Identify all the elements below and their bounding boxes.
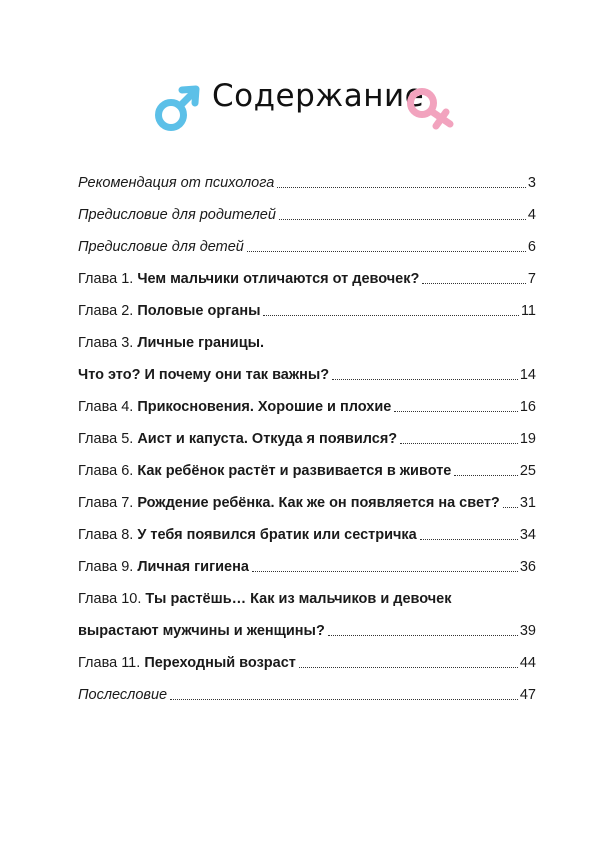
toc-entry-text: [78, 494, 500, 512]
dot-leader: [400, 443, 518, 444]
toc-chapter-label: Глава 5.: [78, 431, 138, 447]
toc-entry-text: [78, 270, 419, 288]
toc-entry-title: Ты растёшь… Как из мальчиков и девочек: [145, 591, 452, 607]
toc-entry-title: Рекомендация от психолога: [78, 175, 275, 191]
toc-entry-text: [78, 430, 397, 448]
toc-entry[interactable]: [78, 232, 536, 256]
toc-page-number: 3: [527, 175, 536, 191]
toc-chapter-label: Глава 10.: [78, 591, 146, 607]
toc-page-number: 47: [519, 687, 536, 703]
toc-chapter-label: Глава 3.: [78, 335, 138, 351]
toc-chapter-label: Глава 6.: [78, 463, 138, 479]
toc-entry-title: Половые органы: [137, 303, 261, 319]
toc-entry-text: [78, 366, 329, 384]
toc-entry-text: [78, 558, 249, 576]
dot-leader: [170, 699, 518, 700]
toc-entry-text: [78, 334, 264, 352]
dot-leader: [263, 315, 518, 316]
toc-entry-text: [78, 302, 260, 320]
toc-page-number: 4: [527, 207, 536, 223]
toc-page-number: 36: [519, 559, 536, 575]
toc-entry[interactable]: [78, 584, 536, 608]
toc-entry-text: [78, 654, 296, 672]
toc-entry[interactable]: [78, 616, 536, 640]
toc-entry-title: Личная гигиена: [137, 559, 249, 575]
dot-leader: [299, 667, 518, 668]
toc-entry-title: Послесловие: [78, 687, 168, 703]
toc-entry[interactable]: [78, 648, 536, 672]
toc-entry-title: Прикосновения. Хорошие и плохие: [137, 399, 392, 415]
toc-page-number: 14: [519, 367, 536, 383]
toc-entry-title: Что это? И почему они так важны?: [78, 367, 330, 383]
toc-chapter-label: Глава 1.: [78, 271, 138, 287]
toc-entry[interactable]: [78, 328, 536, 352]
toc-entry[interactable]: [78, 200, 536, 224]
toc-page-number: 16: [519, 399, 536, 415]
toc-entry-text: [78, 398, 391, 416]
toc-entry[interactable]: [78, 296, 536, 320]
toc-entry[interactable]: [78, 680, 536, 704]
toc-entry-title: У тебя появился братик или сестричка: [137, 527, 417, 543]
toc-page-number: 11: [520, 303, 536, 319]
dot-leader: [454, 475, 518, 476]
toc-page-number: 44: [519, 655, 536, 671]
toc-entry-title: вырастают мужчины и женщины?: [78, 623, 325, 639]
toc-entry-text: [78, 174, 274, 192]
toc-entry-text: [78, 238, 244, 256]
toc-entry[interactable]: [78, 488, 536, 512]
dot-leader: [503, 507, 518, 508]
toc-page-number: 6: [527, 239, 536, 255]
toc-page-number: 7: [527, 271, 536, 287]
toc-chapter-label: Глава 8.: [78, 527, 138, 543]
toc-entry-title: Предисловие для родителей: [78, 207, 276, 223]
toc-entry[interactable]: [78, 360, 536, 384]
dot-leader: [422, 283, 526, 284]
toc-entry-title: Личные границы.: [137, 335, 265, 351]
dot-leader: [420, 539, 518, 540]
female-symbol-icon: [402, 82, 460, 134]
page-header: [0, 72, 600, 132]
dot-leader: [332, 379, 518, 380]
toc-page-number: 19: [519, 431, 536, 447]
toc-entry-text: [78, 462, 451, 480]
dot-leader: [279, 219, 526, 220]
toc-entry-title: Как ребёнок растёт и развивается в животе: [137, 463, 452, 479]
toc-chapter-label: Глава 2.: [78, 303, 138, 319]
toc-entry[interactable]: [78, 424, 536, 448]
toc-entry-title: Чем мальчики отличаются от девочек?: [137, 271, 420, 287]
dot-leader: [328, 635, 518, 636]
toc-entry[interactable]: [78, 392, 536, 416]
toc-entry[interactable]: [78, 264, 536, 288]
toc-page-number: 25: [519, 463, 536, 479]
toc-page-number: 31: [519, 495, 536, 511]
toc-entry-text: [78, 526, 417, 544]
toc-chapter-label: Глава 11.: [78, 655, 145, 671]
toc-chapter-label: Глава 4.: [78, 399, 138, 415]
male-symbol-icon: [152, 82, 204, 134]
dot-leader: [252, 571, 518, 572]
dot-leader: [394, 411, 518, 412]
toc-entry-title: Предисловие для детей: [78, 239, 244, 255]
toc-entry[interactable]: [78, 456, 536, 480]
toc-entry-text: [78, 686, 167, 704]
dot-leader: [277, 187, 526, 188]
toc-chapter-label: Глава 9.: [78, 559, 138, 575]
toc-entry-text: [78, 206, 276, 224]
page-title: Содержание: [212, 78, 425, 114]
toc-chapter-label: Глава 7.: [78, 495, 138, 511]
toc-entry-title: Переходный возраст: [144, 655, 296, 671]
toc-entry-title: Рождение ребёнка. Как же он появляется на свет?: [137, 495, 500, 511]
toc-entry-text: [78, 622, 325, 640]
toc-entry[interactable]: [78, 520, 536, 544]
toc-entry-title: Аист и капуста. Откуда я появился?: [137, 431, 398, 447]
toc-entry-text: [78, 590, 452, 608]
dot-leader: [247, 251, 526, 252]
toc-entry[interactable]: [78, 168, 536, 192]
toc-page-number: 39: [519, 623, 536, 639]
toc-page-number: 34: [519, 527, 536, 543]
toc-entry[interactable]: [78, 552, 536, 576]
